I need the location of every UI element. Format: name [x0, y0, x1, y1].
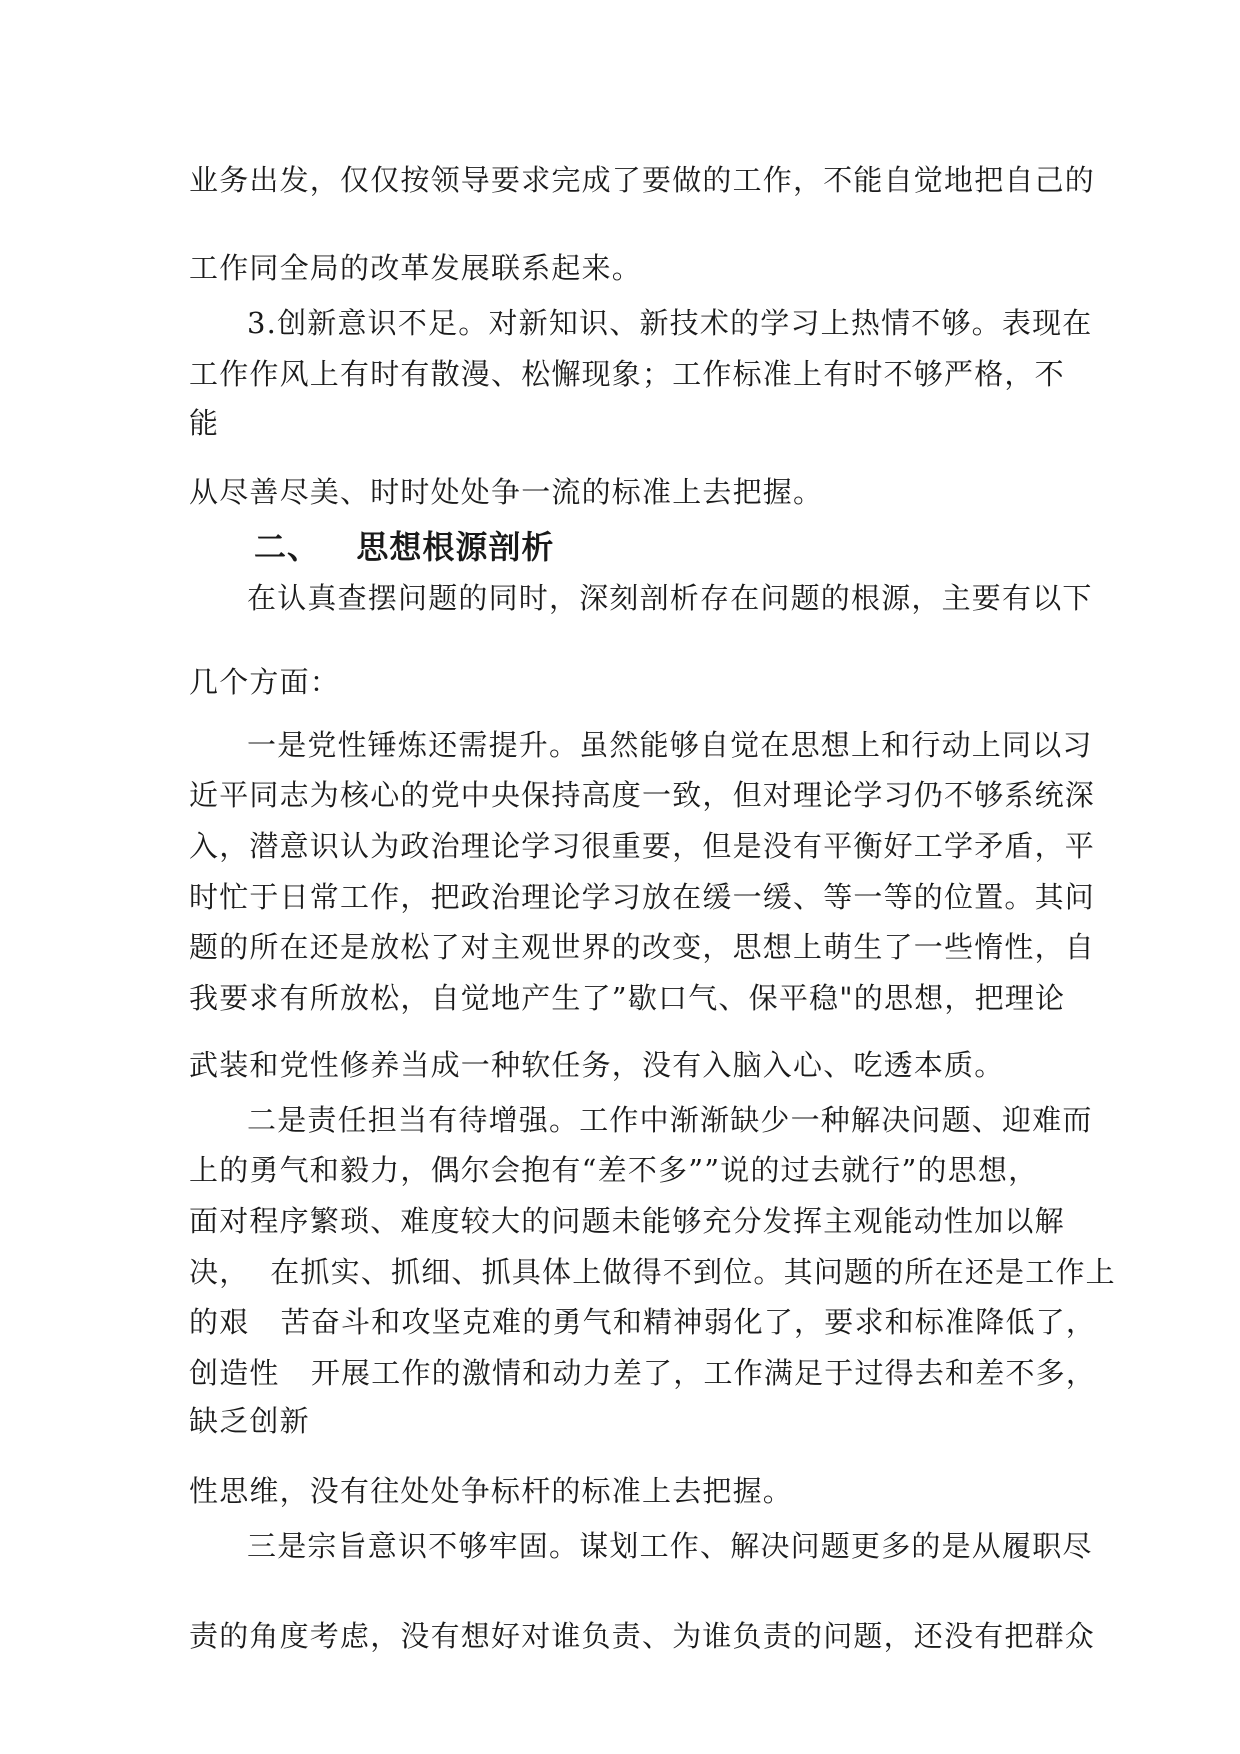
text-line: 几个方面： [189, 665, 341, 699]
text-line: 3.创新意识不足。对新知识、新技术的学习上热情不够。表现在 [247, 306, 1093, 340]
section-heading: 二、 思想根源剖析 [254, 528, 555, 566]
text-line: 决， 在抓实、抓细、抓具体上做得不到位。其问题的所在还是工作上 [189, 1255, 1116, 1289]
text-line: 的艰 苦奋斗和攻坚克难的勇气和精神弱化了，要求和标准降低了， [189, 1305, 1097, 1339]
text-line: 从尽善尽美、时时处处争一流的标准上去把握。 [189, 475, 824, 509]
text-line: 缺乏创新 [189, 1404, 310, 1438]
text-line: 三是宗旨意识不够牢固。谋划工作、解决问题更多的是从履职尽 [247, 1529, 1093, 1563]
text-line: 时忙于日常工作，把政治理论学习放在缓一缓、等一等的位置。其问 [189, 880, 1096, 914]
text-line: 我要求有所放松，自觉地产生了”歇口气、保平稳"的思想，把理论 [189, 981, 1066, 1015]
text-line: 责的角度考虑，没有想好对谁负责、为谁负责的问题，还没有把群众 [189, 1619, 1096, 1653]
text-line: 武装和党性修养当成一种软任务，没有入脑入心、吃透本质。 [189, 1048, 1005, 1082]
text-line: 能 [189, 406, 220, 440]
text-line: 性思维，没有往处处争标杆的标准上去把握。 [189, 1474, 794, 1508]
text-line: 在认真查摆问题的同时，深刻剖析存在问题的根源，主要有以下 [247, 581, 1093, 615]
text-line: 二是责任担当有待增强。工作中渐渐缺少一种解决问题、迎难而 [247, 1103, 1093, 1137]
text-line: 一是党性锤炼还需提升。虽然能够自觉在思想上和行动上同以习 [247, 728, 1093, 762]
text-line: 近平同志为核心的党中央保持高度一致，但对理论学习仍不够系统深 [189, 778, 1096, 812]
text-line: 上的勇气和毅力，偶尔会抱有“差不多””说的过去就行”的思想， [189, 1153, 1039, 1187]
text-line: 业务出发，仅仅按领导要求完成了要做的工作，不能自觉地把自己的 [189, 163, 1096, 197]
text-line: 面对程序繁琐、难度较大的问题未能够充分发挥主观能动性加以解 [189, 1204, 1065, 1238]
text-line: 工作作风上有时有散漫、松懈现象；工作标准上有时不够严格，不 [189, 357, 1065, 391]
text-line: 工作同全局的改革发展联系起来。 [189, 251, 643, 285]
text-line: 入，潜意识认为政治理论学习很重要，但是没有平衡好工学矛盾，平 [189, 829, 1096, 863]
text-line: 创造性 开展工作的激情和动力差了，工作满足于过得去和差不多， [189, 1356, 1097, 1390]
text-line: 题的所在还是放松了对主观世界的改变，思想上萌生了一些惰性，自 [189, 930, 1096, 964]
